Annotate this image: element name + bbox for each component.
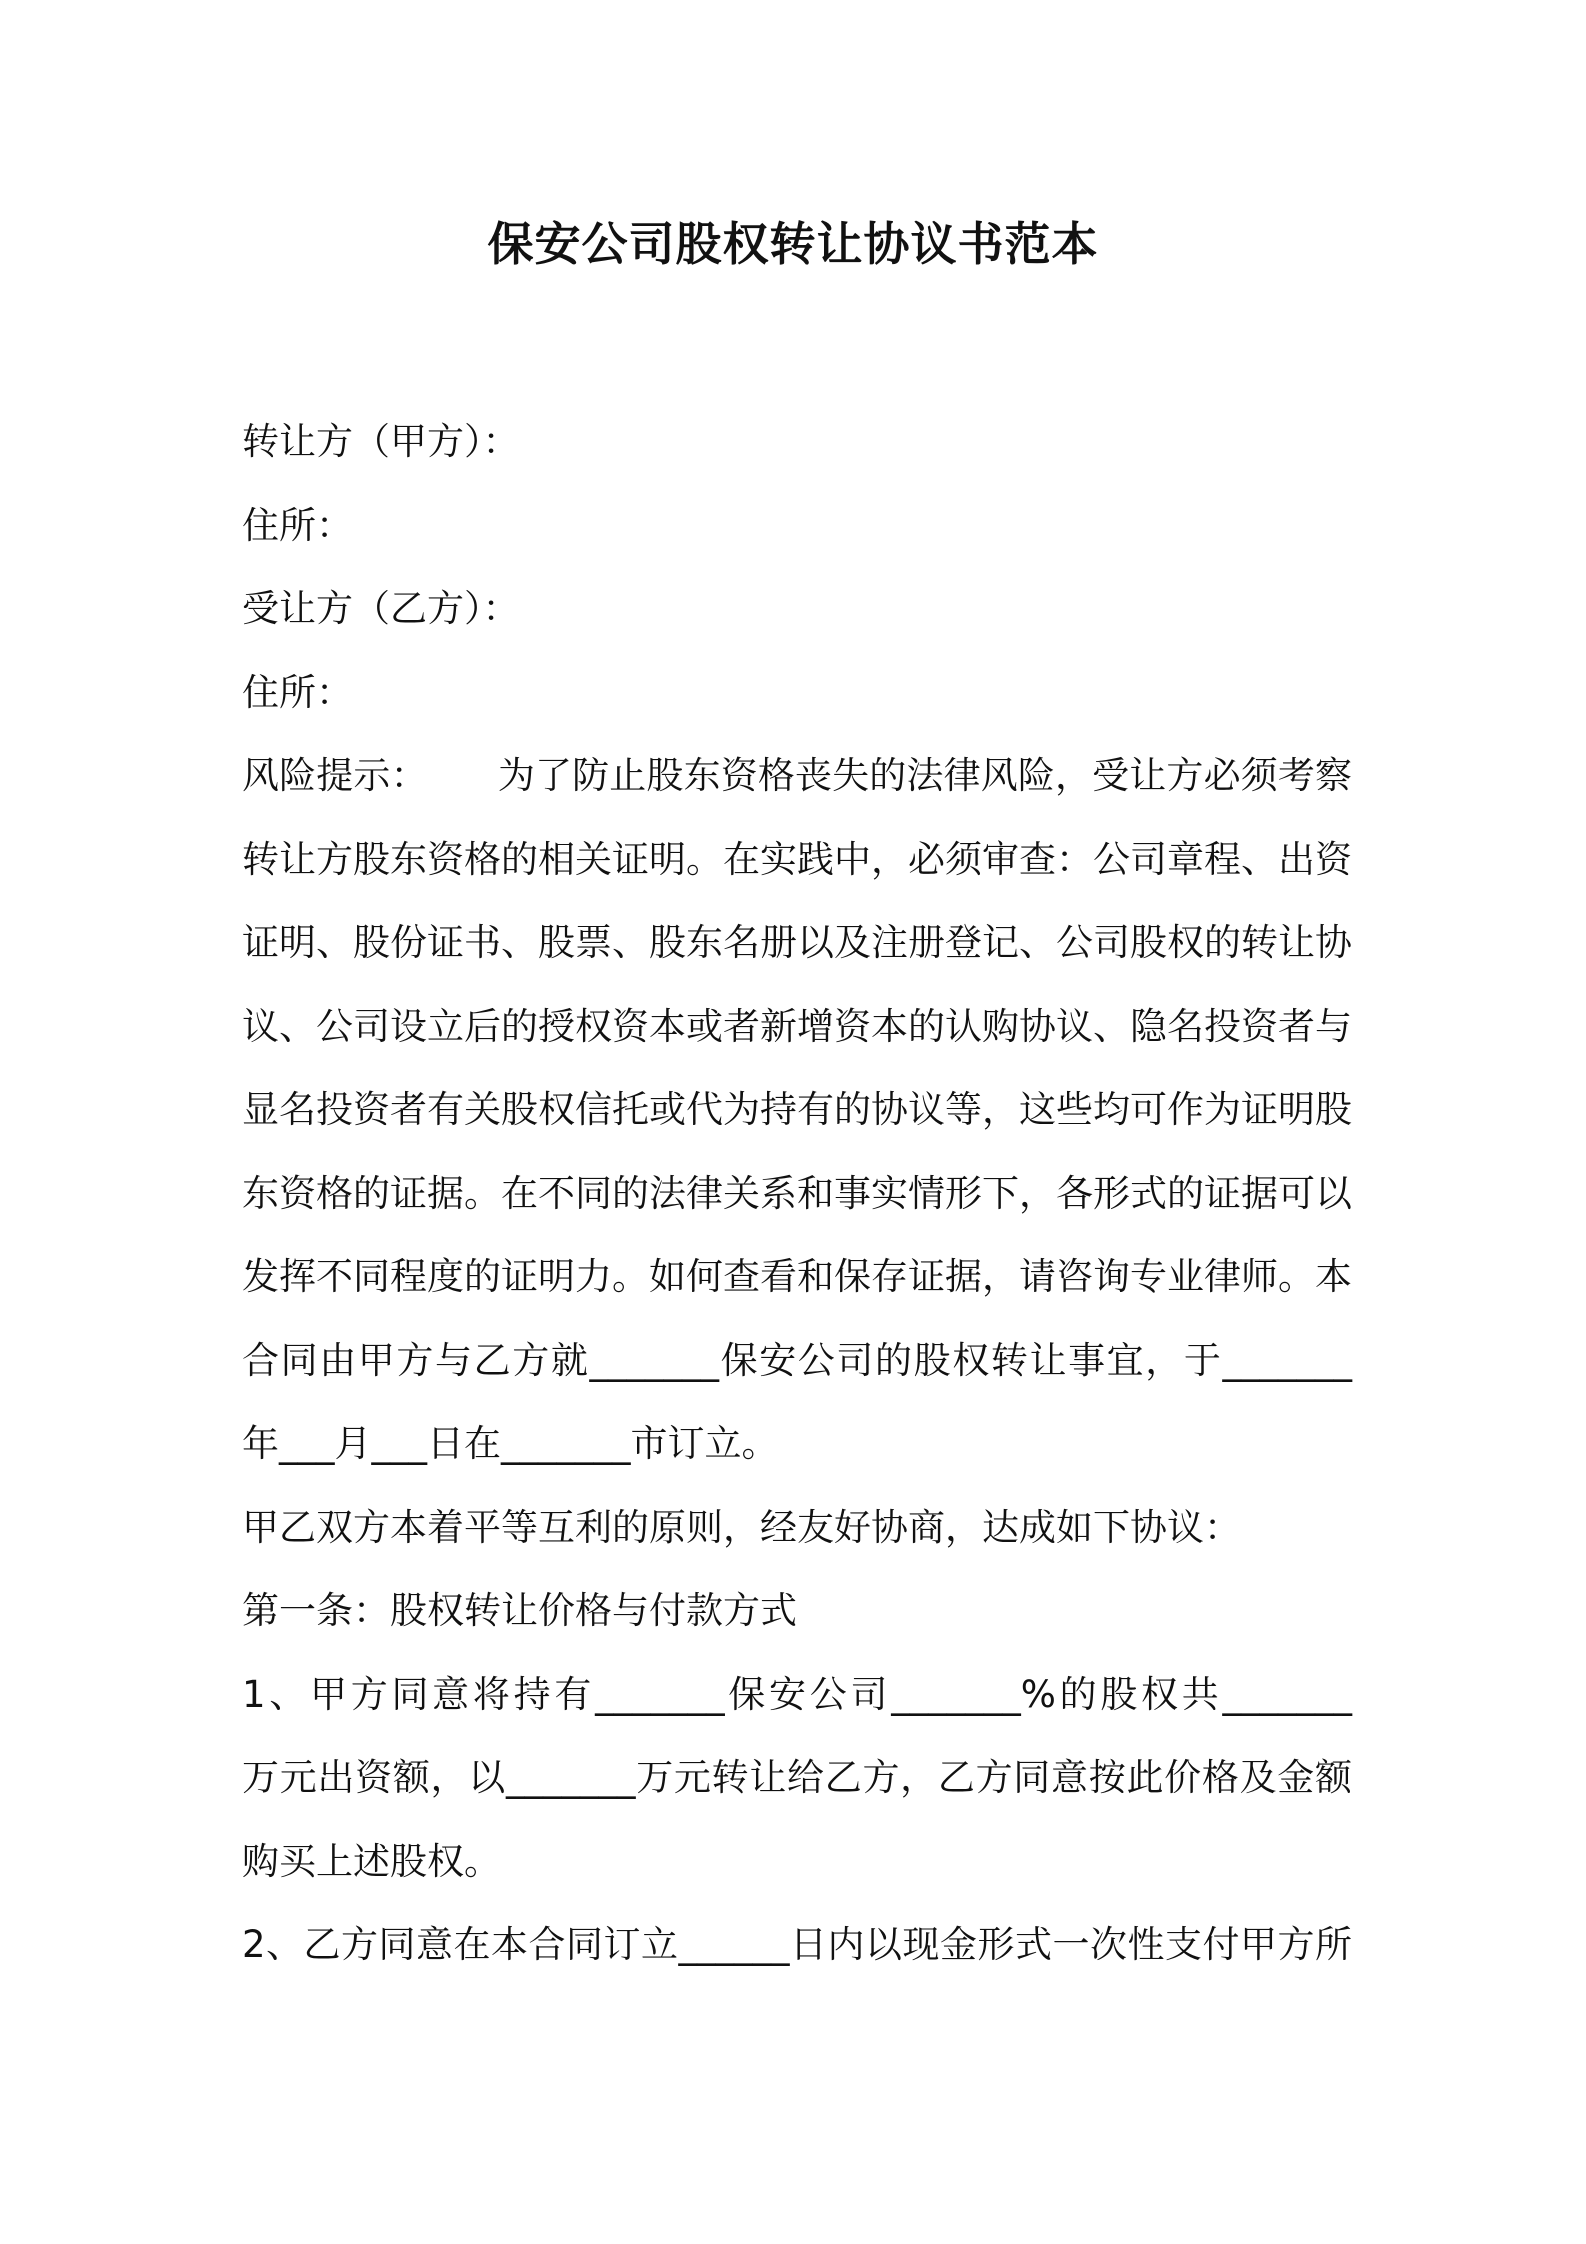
paragraph-line: 议、公司设立后的授权资本或者新增资本的认购协议、隐名投资者与 [242,1004,1352,1048]
article-one-clause-2: 2、乙方同意在本合同订立______日内以现金形式一次性支付甲方所 [242,1923,1352,1966]
risk-warning-label: 风险提示： [242,754,428,797]
paragraph-line: 证明、股份证书、股票、股东名册以及注册登记、公司股权的转让协 [242,921,1352,964]
transferor-line: 转让方（甲方）： [242,420,520,463]
transferee-line: 受让方（乙方）： [242,587,520,630]
transferor-address-line: 住所： [242,503,353,547]
paragraph-line: 转让方股东资格的相关证明。在实践中，必须审查：公司章程、出资 [242,837,1352,881]
paragraph-line: 合同由甲方与乙方就_______保安公司的股权转让事宜，于_______ [242,1338,1352,1382]
paragraph-line: 东资格的证据。在不同的法律关系和事实情形下，各形式的证据可以 [242,1171,1352,1215]
transferee-address-line: 住所： [242,670,353,714]
risk-warning-line [242,734,1352,818]
article-one-clause-1-cont: 万元出资额，以_______万元转让给乙方，乙方同意按此价格及金额 [242,1756,1352,1799]
risk-warning-text: 为了防止股东资格丧失的法律风险，受让方必须考察 [497,754,1353,797]
article-one-clause-1-end: 购买上述股权。 [242,1839,501,1883]
article-one-clause-1: 1、甲方同意将持有_______保安公司_______%的股权共_______ [242,1672,1352,1716]
paragraph-line: 年___月___日在_______市订立。 [242,1422,779,1465]
document-body [242,400,1352,1987]
paragraph-line: 显名投资者有关股权信托或代为持有的协议等，这些均可作为证明股 [242,1088,1352,1131]
document-title: 保安公司股权转让协议书范本 [487,217,1099,271]
article-one-heading: 第一条：股权转让价格与付款方式 [242,1589,797,1632]
paragraph-line: 发挥不同程度的证明力。如何查看和保存证据，请咨询专业律师。本 [242,1255,1352,1298]
agreement-intro-line: 甲乙双方本着平等互利的原则，经友好协商，达成如下协议： [242,1505,1241,1549]
